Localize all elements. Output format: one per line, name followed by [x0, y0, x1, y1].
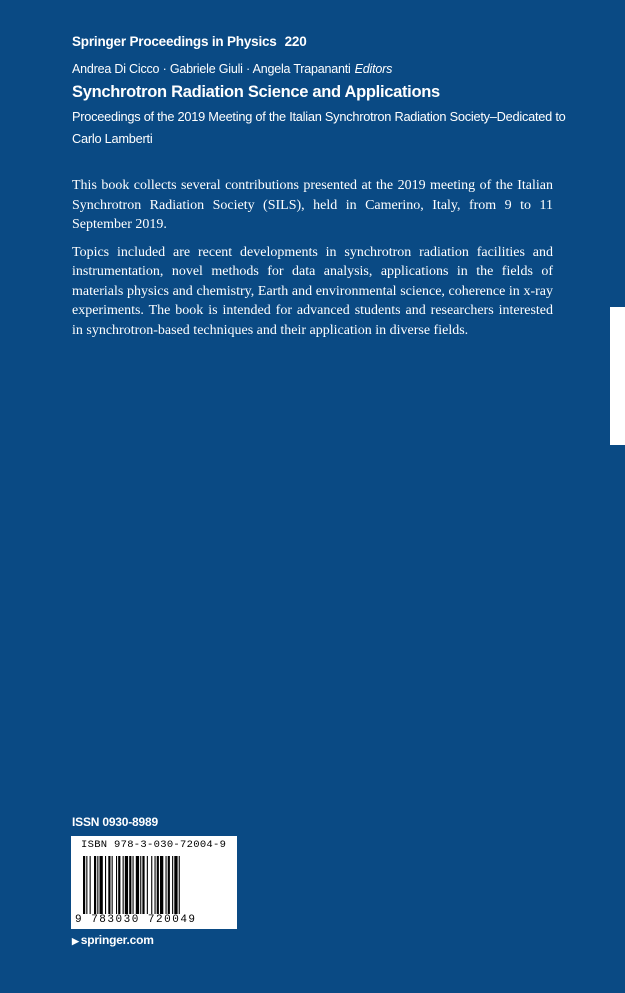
- publisher-site-label: springer.com: [80, 933, 154, 947]
- barcode-bar: [83, 856, 85, 914]
- book-title: Synchrotron Radiation Science and Applications: [72, 83, 440, 101]
- spine-tab: [610, 307, 625, 445]
- isbn: ISBN 978-3-030-72004-9: [81, 839, 227, 851]
- description-paragraph: This book collects several contributions presented at the 2019 meeting of the Italian Synchrotron Radiation Society (SILS), held in Camerino, Italy, from 9 to 11 September 2019.: [72, 178, 553, 232]
- series-volume: 220: [284, 34, 307, 49]
- barcode-bar: [97, 856, 98, 914]
- editors-role: Editors: [354, 62, 393, 76]
- publisher-site[interactable]: [72, 933, 154, 947]
- editors-line: [72, 62, 392, 76]
- barcode-bar: [147, 856, 148, 914]
- barcode-bar: [100, 856, 103, 914]
- barcode-bar: [136, 856, 139, 914]
- barcode-bar: [86, 856, 87, 914]
- barcode-bar: [151, 856, 152, 914]
- barcode-bar: [142, 856, 144, 914]
- barcode-bar: [112, 856, 113, 914]
- barcode-bar: [166, 856, 167, 914]
- barcode-bar: [116, 856, 117, 914]
- barcode-bar: [90, 856, 91, 914]
- issn: ISSN 0930-8989: [72, 815, 158, 829]
- series-line: [72, 34, 307, 49]
- barcode-bar: [155, 856, 156, 914]
- barcode-bar: [172, 856, 173, 914]
- editor-names: Andrea Di Cicco · Gabriele Giuli · Angela Trapananti: [72, 62, 351, 76]
- barcode-bar: [118, 856, 120, 914]
- barcode-bar: [129, 856, 131, 914]
- description: [72, 176, 553, 348]
- barcode-bar: [160, 856, 163, 914]
- book-subtitle: Proceedings of the 2019 Meeting of the Italian Synchrotron Radiation Society–Dedicated to Carlo Lamberti: [72, 109, 566, 146]
- barcode-bar: [168, 856, 170, 914]
- barcode-bar: [140, 856, 141, 914]
- series-name: Springer Proceedings in Physics: [72, 34, 277, 49]
- barcode-bar: [179, 856, 180, 914]
- barcode-bar: [105, 856, 106, 914]
- barcode-bar: [157, 856, 159, 914]
- barcode-bar: [125, 856, 128, 914]
- barcode: [71, 836, 237, 929]
- barcode-bar: [174, 856, 177, 914]
- barcode-bar: [133, 856, 134, 914]
- arrow-right-icon: ▶: [72, 936, 79, 946]
- description-paragraph: Topics included are recent developments in synchrotron radiation facilities and instrumentation, novel methods for data analysis, applications in the fields of materials physics and chemistry, Earth and environmental science, coherence in x-ray experiments. The book is intended for advanced students and researchers interested in synchrotron-based techniques and their application in diverse fields.: [72, 244, 553, 338]
- barcode-digits: 9 783030 720049: [75, 914, 197, 926]
- barcode-bar: [123, 856, 124, 914]
- barcode-bar: [108, 856, 110, 914]
- barcode-bar: [94, 856, 96, 914]
